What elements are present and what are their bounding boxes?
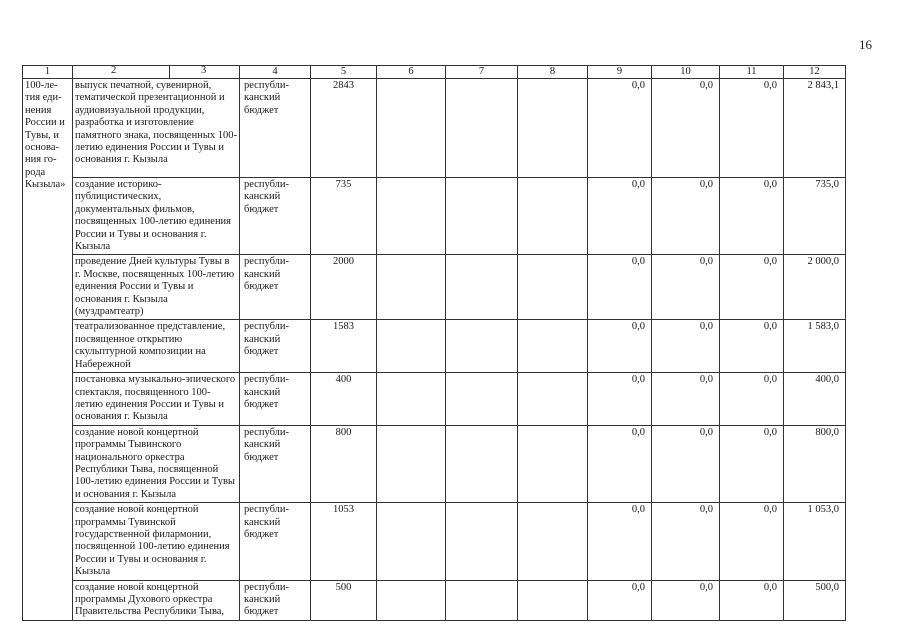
row-value-11: 0,0: [720, 425, 784, 502]
row-funding-source: республи- канский бюджет: [240, 320, 311, 373]
row-funding-source: республи- канский бюджет: [240, 425, 311, 502]
row-description: создание новой концертной программы Духового оркестра Правительства Республики Тыва,: [73, 580, 240, 620]
header-cell-2: 2: [111, 65, 117, 76]
table-row: [23, 425, 846, 502]
row-value-12: 500,0: [784, 580, 846, 620]
table-row: [23, 503, 846, 580]
row-value-12: 2 843,1: [784, 79, 846, 178]
table-row: [23, 79, 846, 178]
row-value-11: 0,0: [720, 79, 784, 178]
header-cell-11: 11: [720, 66, 784, 79]
row-funding-source: республи- канский бюджет: [240, 503, 311, 580]
row-description: выпуск печатной, сувенирной, тематической презентационной и аудиовизуальной продукции, разработка и изготовление памятного знака, посвященных 100-летию единения России и Тувы и основания г. Кызыла: [73, 79, 240, 178]
header-cell-6: 6: [377, 66, 446, 79]
empty-cell: [518, 503, 588, 580]
empty-cell: [377, 503, 446, 580]
row-value-11: 0,0: [720, 373, 784, 426]
row-value-9: 0,0: [588, 373, 652, 426]
empty-cell: [377, 255, 446, 320]
table-row: [23, 580, 846, 620]
row-value-5: 2843: [311, 79, 377, 178]
row-description: постановка музыкально-эпического спектакля, посвященного 100-летию единения России и Тувы и основания г. Кызыла: [73, 373, 240, 426]
row-value-10: 0,0: [652, 503, 720, 580]
header-divider: [169, 66, 170, 78]
empty-cell: [446, 503, 518, 580]
empty-cell: [446, 79, 518, 178]
empty-cell: [518, 580, 588, 620]
empty-cell: [23, 503, 73, 580]
row-funding-source: республи- канский бюджет: [240, 178, 311, 255]
row-value-10: 0,0: [652, 178, 720, 255]
empty-cell: [518, 425, 588, 502]
header-cell-5: 5: [311, 66, 377, 79]
empty-cell: [446, 255, 518, 320]
empty-cell: [23, 580, 73, 620]
header-cell-1: 1: [23, 66, 73, 79]
empty-cell: [446, 178, 518, 255]
row-group-label: 100-ле- тия еди- нения России и Тувы, и основа- ния го- рода Кызыла»: [23, 79, 73, 255]
header-cell-3: 3: [201, 65, 207, 76]
row-value-10: 0,0: [652, 79, 720, 178]
row-value-12: 400,0: [784, 373, 846, 426]
header-cell-12: 12: [784, 66, 846, 79]
row-value-11: 0,0: [720, 580, 784, 620]
row-value-5: 500: [311, 580, 377, 620]
row-value-9: 0,0: [588, 320, 652, 373]
row-value-5: 1053: [311, 503, 377, 580]
empty-cell: [377, 580, 446, 620]
row-value-9: 0,0: [588, 255, 652, 320]
table-row: [23, 255, 846, 320]
row-description: создание историко-публицистических, документальных фильмов, посвященных 100-летию единения России и Тувы и основания г. Кызыла: [73, 178, 240, 255]
empty-cell: [377, 373, 446, 426]
empty-cell: [518, 255, 588, 320]
row-value-12: 800,0: [784, 425, 846, 502]
row-value-9: 0,0: [588, 503, 652, 580]
row-value-11: 0,0: [720, 320, 784, 373]
row-value-9: 0,0: [588, 178, 652, 255]
header-cell-8: 8: [518, 66, 588, 79]
row-funding-source: республи- канский бюджет: [240, 255, 311, 320]
row-value-5: 2000: [311, 255, 377, 320]
row-value-10: 0,0: [652, 580, 720, 620]
empty-cell: [518, 320, 588, 373]
row-description: проведение Дней культуры Тувы в г. Москве, посвященных 100-летию единения России и Тувы и основания г. Кызыла (муздрамтеатр): [73, 255, 240, 320]
row-value-12: 1 053,0: [784, 503, 846, 580]
row-value-10: 0,0: [652, 373, 720, 426]
header-cell-10: 10: [652, 66, 720, 79]
empty-cell: [446, 425, 518, 502]
empty-cell: [23, 373, 73, 426]
empty-cell: [518, 373, 588, 426]
table-row: [23, 320, 846, 373]
row-description: создание новой концертной программы Тувинской государственной филармонии, посвященной 100-летию единения России и Тувы и основания г. Кызыла: [73, 503, 240, 580]
row-value-5: 1583: [311, 320, 377, 373]
empty-cell: [377, 178, 446, 255]
empty-cell: [377, 79, 446, 178]
row-value-11: 0,0: [720, 178, 784, 255]
empty-cell: [377, 320, 446, 373]
empty-cell: [23, 255, 73, 320]
row-value-9: 0,0: [588, 79, 652, 178]
header-cell-2-3: [73, 66, 240, 79]
budget-table: [22, 65, 846, 621]
row-value-11: 0,0: [720, 255, 784, 320]
empty-cell: [518, 79, 588, 178]
table-row: [23, 373, 846, 426]
row-value-9: 0,0: [588, 580, 652, 620]
empty-cell: [446, 580, 518, 620]
row-value-11: 0,0: [720, 503, 784, 580]
row-value-5: 400: [311, 373, 377, 426]
row-value-12: 2 000,0: [784, 255, 846, 320]
row-funding-source: республи- канский бюджет: [240, 580, 311, 620]
row-value-12: 735,0: [784, 178, 846, 255]
row-value-5: 800: [311, 425, 377, 502]
row-funding-source: республи- канский бюджет: [240, 373, 311, 426]
header-row: [23, 66, 846, 79]
page-number: 16: [859, 37, 872, 52]
row-description: театрализованное представление, посвященное открытию скульптурной композиции на Набережной: [73, 320, 240, 373]
empty-cell: [23, 425, 73, 502]
row-value-9: 0,0: [588, 425, 652, 502]
row-value-5: 735: [311, 178, 377, 255]
header-cell-9: 9: [588, 66, 652, 79]
row-value-10: 0,0: [652, 255, 720, 320]
row-description: создание новой концертной программы Тывинского национального оркестра Республики Тыва, посвященной 100-летию единения России и Тувы и основания г. Кызыла: [73, 425, 240, 502]
row-value-10: 0,0: [652, 425, 720, 502]
header-cell-4: 4: [240, 66, 311, 79]
table-row: [23, 178, 846, 255]
empty-cell: [518, 178, 588, 255]
empty-cell: [446, 320, 518, 373]
row-value-12: 1 583,0: [784, 320, 846, 373]
empty-cell: [377, 425, 446, 502]
empty-cell: [23, 320, 73, 373]
row-value-10: 0,0: [652, 320, 720, 373]
empty-cell: [446, 373, 518, 426]
row-funding-source: республи- канский бюджет: [240, 79, 311, 178]
header-cell-7: 7: [446, 66, 518, 79]
